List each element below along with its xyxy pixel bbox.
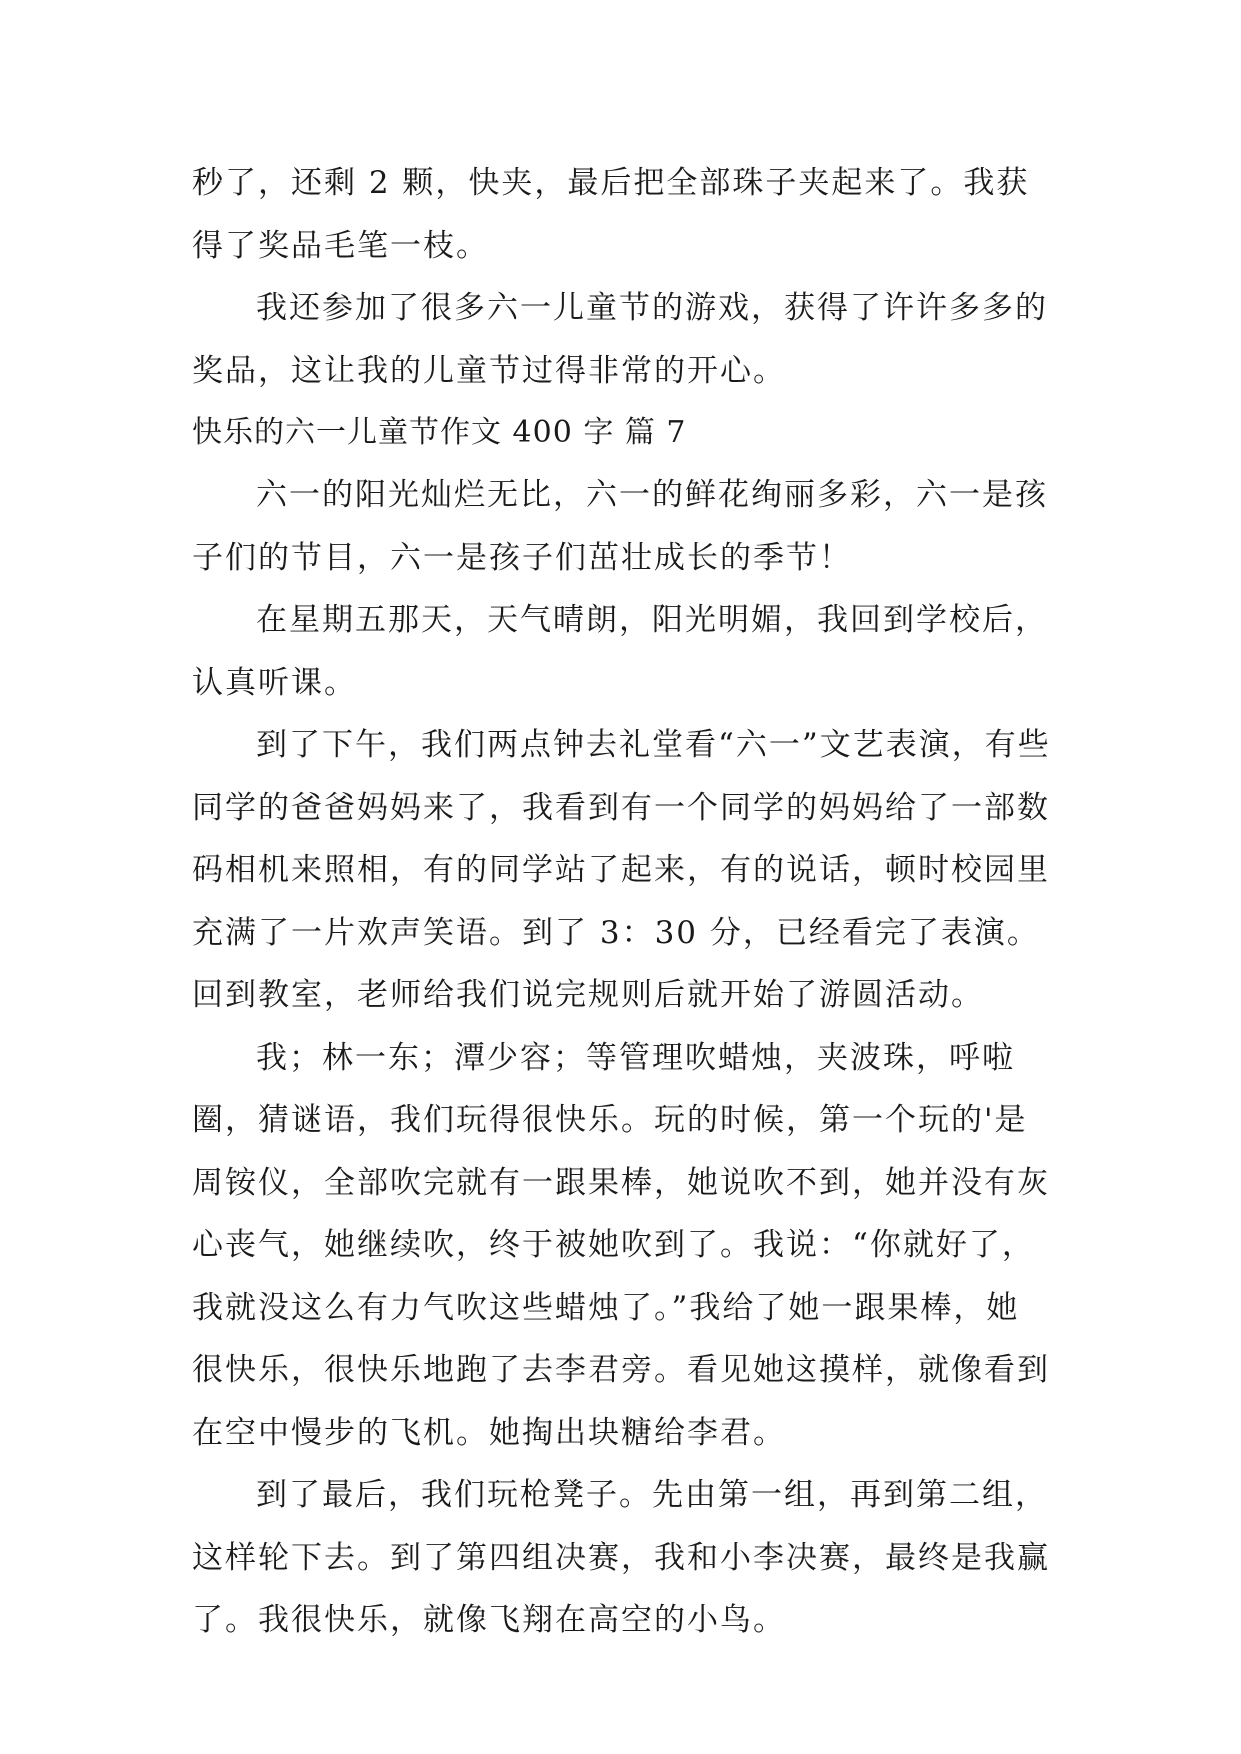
paragraph: 我；林一东；潭少容；等管理吹蜡烛，夹波珠，呼啦圈，猜谜语，我们玩得很快乐。玩的时候，第一个玩的'是周铵仪，全部吹完就有一跟果棒，她说吹不到，她并没有灰心丧气，她继续吹，终于被她吹到了。我说：“你就好了，我就没这么有力气吹这些蜡烛了。”我给了她一跟果棒，她很快乐，很快乐地跑了去李君旁。看见她这摸样，就像看到在空中慢步的飞机。她掏出块糖给李君。	[192, 1039, 1050, 1451]
section-heading: 快乐的六一儿童节作文 400 字 篇 7	[192, 415, 687, 450]
paragraph: 在星期五那天，天气晴朗，阳光明媚，我回到学校后，认真听课。	[192, 602, 1048, 701]
paragraph-continuation: 秒了，还剩 2 颗，快夹，最后把全部珠子夹起来了。我获得了奖品毛笔一枝。	[192, 165, 1030, 264]
paragraph: 我还参加了很多六一儿童节的游戏，获得了许许多多的奖品，这让我的儿童节过得非常的开心。	[192, 290, 1048, 389]
paragraph: 到了下午，我们两点钟去礼堂看“六一”文艺表演，有些同学的爸爸妈妈来了，我看到有一个同学的妈妈给了一部数码相机来照相，有的同学站了起来，有的说话，顿时校园里充满了一片欢声笑语。到了 3：30 分，已经看完了表演。回到教室，老师给我们说完规则后就开始了游圆活动。	[192, 727, 1051, 1013]
document-body	[192, 152, 1052, 1652]
paragraph: 六一的阳光灿烂无比，六一的鲜花绚丽多彩，六一是孩子们的节目，六一是孩子们茁壮成长的季节！	[192, 477, 1048, 576]
paragraph: 到了最后，我们玩枪凳子。先由第一组，再到第二组，这样轮下去。到了第四组决赛，我和小李决赛，最终是我赢了。我很快乐，就像飞翔在高空的小鸟。	[192, 1477, 1050, 1638]
